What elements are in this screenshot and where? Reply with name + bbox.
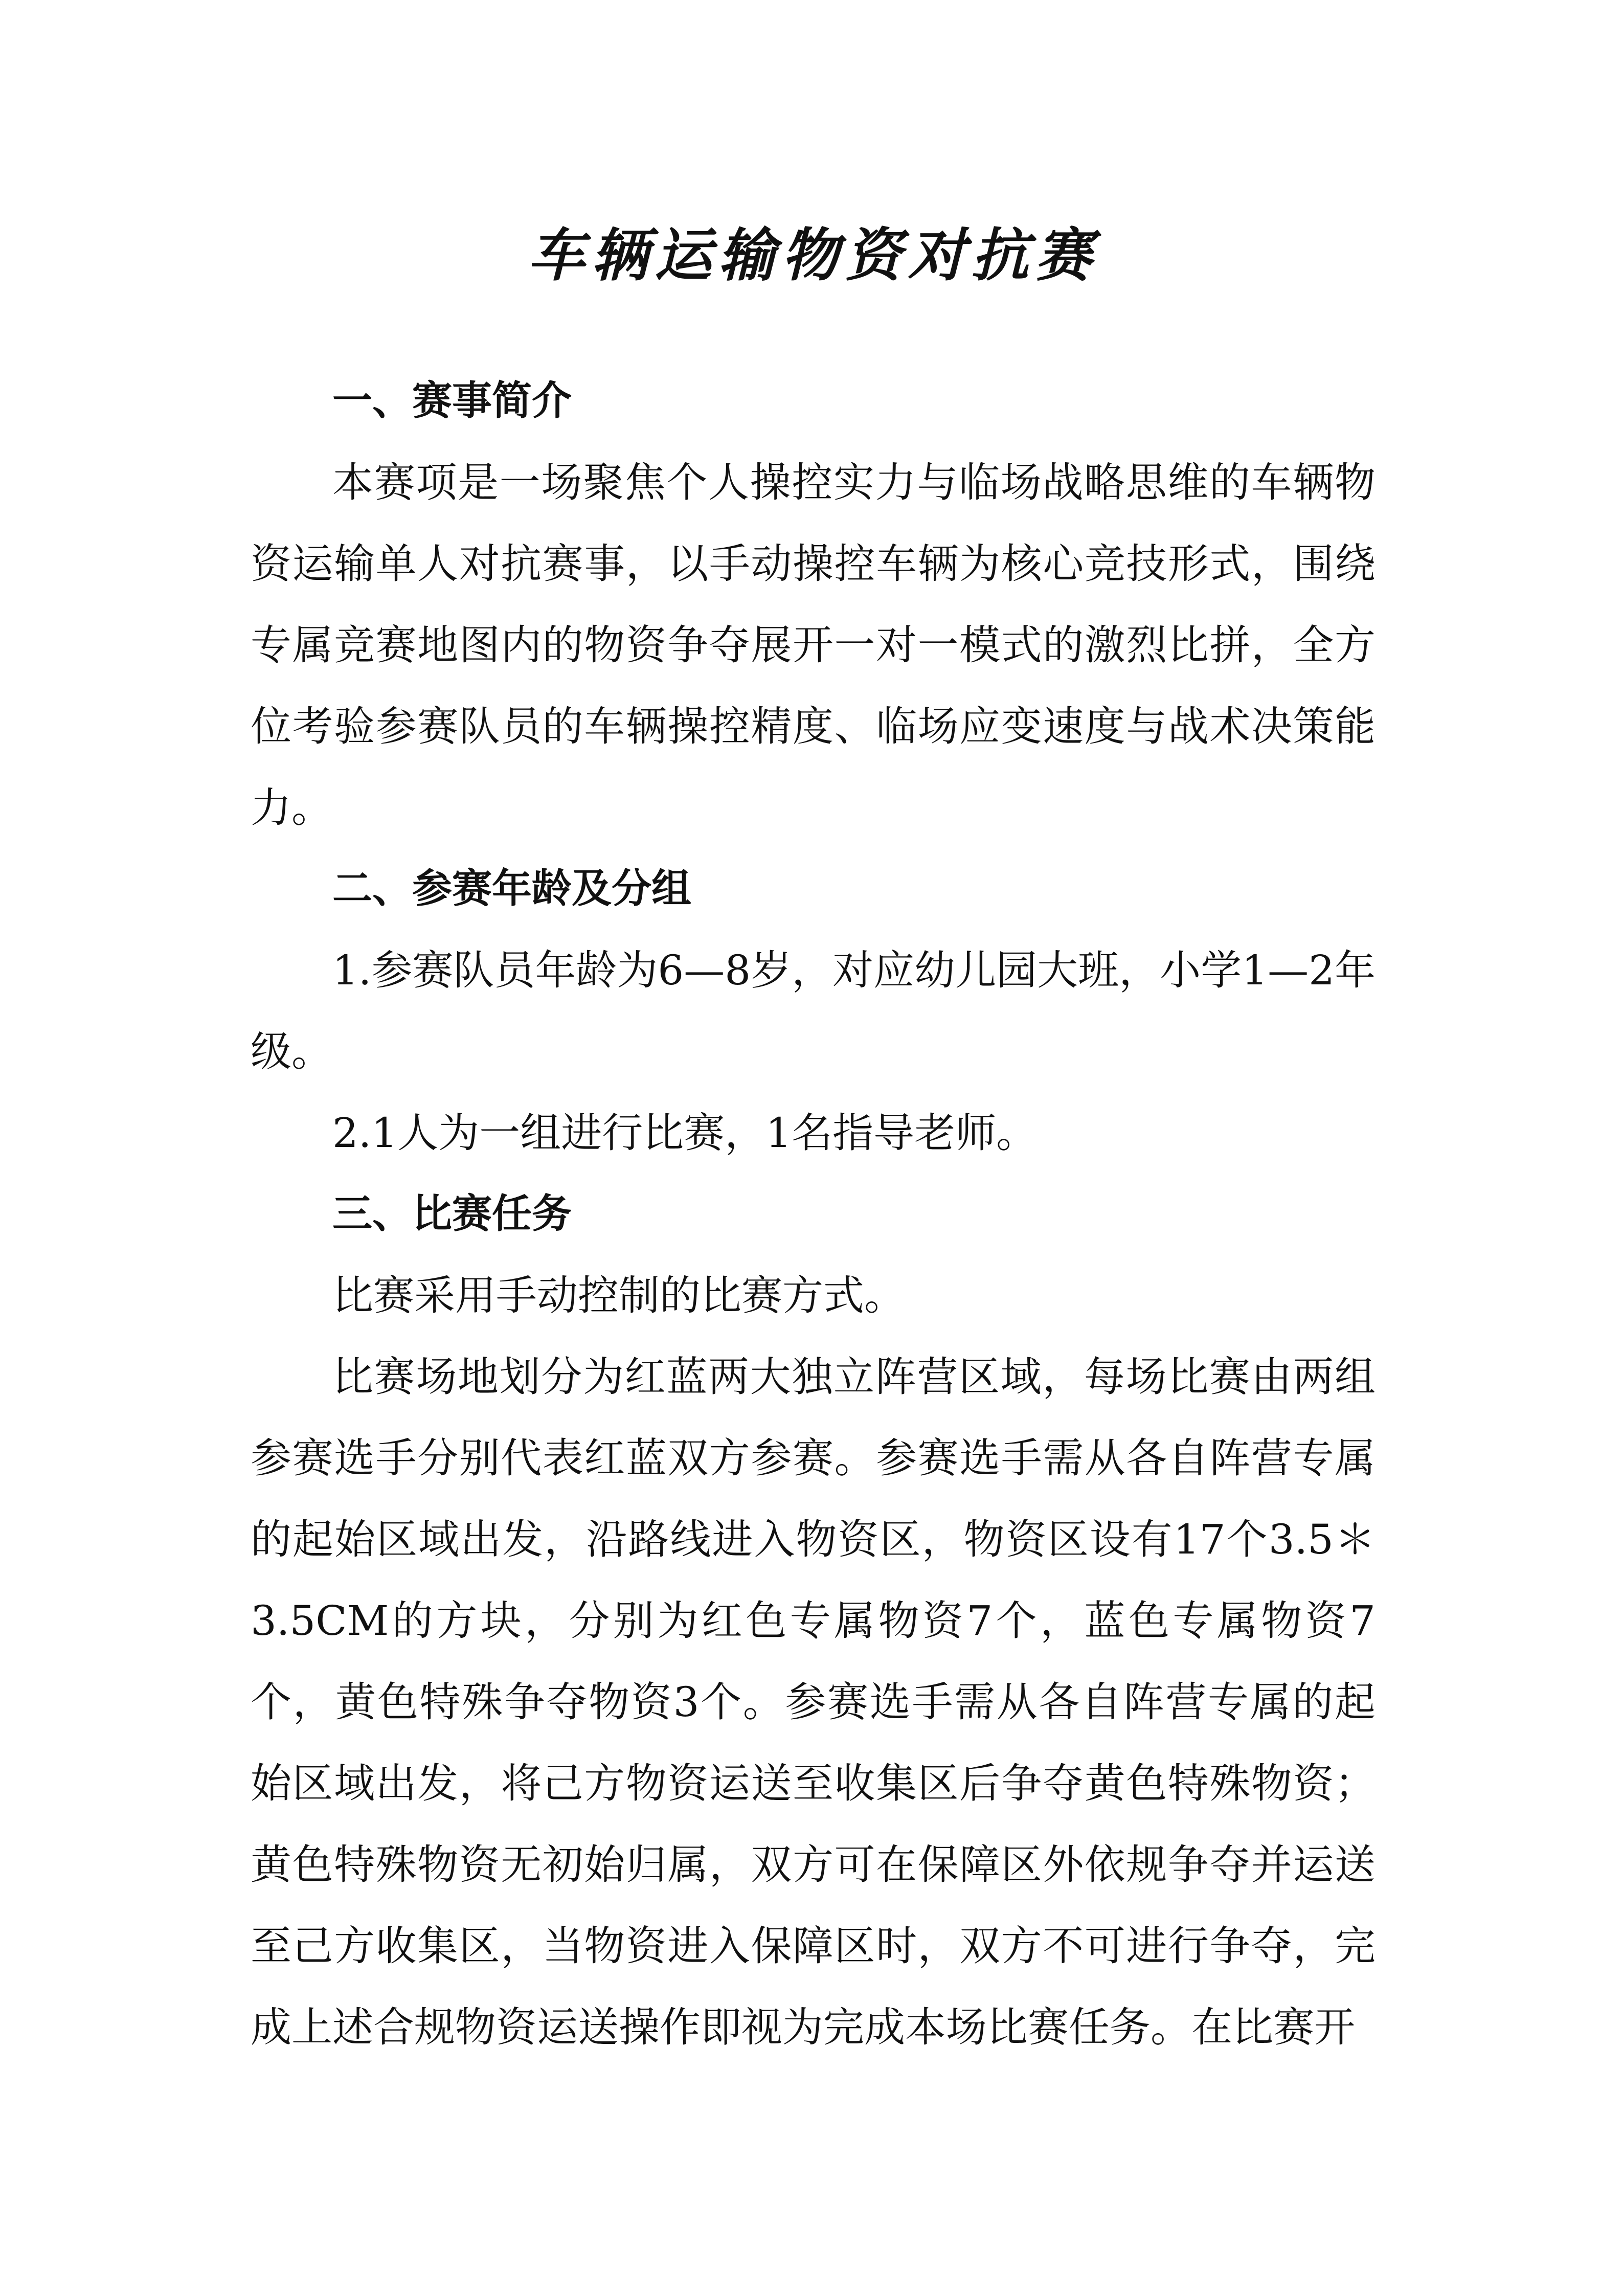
document-body bbox=[251, 361, 1376, 2068]
paragraph: 比赛场地划分为红蓝两大独立阵营区域，每场比赛由两组参赛选手分别代表红蓝双方参赛。参赛选手需从各自阵营专属的起始区域出发，沿路线进入物资区，物资区设有17个3.5＊3.5CM的方块，分别为红色专属物资7个，蓝色专属物资7个，黄色特殊争夺物资3个。参赛选手需从各自阵营专属的起始区域出发，将己方物资运送至收集区后争夺黄色特殊物资；黄色特殊物资无初始归属，双方可在保障区外依规争夺并运送至己方收集区，当物资进入保障区时，双方不可进行争夺，完成上述合规物资运送操作即视为完成本场比赛任务。在比赛开 bbox=[251, 1353, 1376, 2051]
section-heading: 三、比赛任务 bbox=[332, 1191, 572, 1237]
paragraph: 1.参赛队员年龄为6—8岁，对应幼儿园大班，小学1—2年级。 bbox=[251, 947, 1376, 1075]
section-intro bbox=[251, 361, 1376, 848]
section-heading: 一、赛事简介 bbox=[332, 378, 572, 424]
paragraph: 2.1人为一组进行比赛，1名指导老师。 bbox=[332, 1109, 1038, 1157]
section-tasks bbox=[251, 1174, 1376, 2068]
document-page bbox=[251, 0, 1376, 2296]
section-heading: 二、参赛年龄及分组 bbox=[332, 866, 692, 912]
paragraph: 比赛采用手动控制的比赛方式。 bbox=[332, 1272, 905, 1319]
paragraph: 本赛项是一场聚焦个人操控实力与临场战略思维的车辆物资运输单人对抗赛事，以手动操控车辆为核心竞技形式，围绕专属竞赛地图内的物资争夺展开一对一模式的激烈比拼，全方位考验参赛队员的车辆操控精度、临场应变速度与战术决策能力。 bbox=[251, 459, 1376, 831]
section-age-groups bbox=[251, 848, 1376, 1174]
document-title: 车辆运输物资对抗赛 bbox=[528, 222, 1098, 289]
